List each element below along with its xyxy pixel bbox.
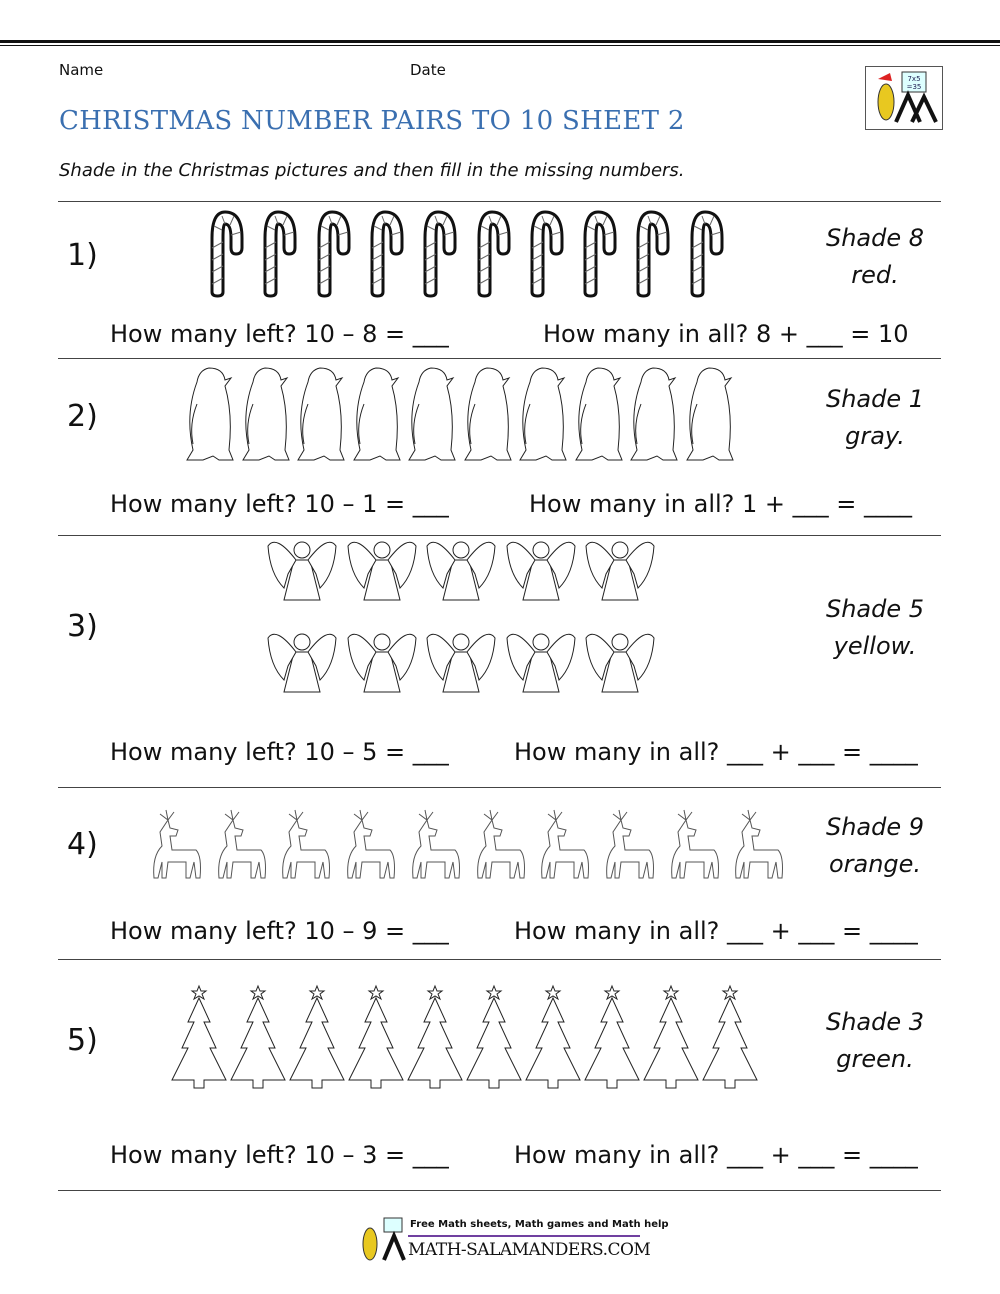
penguin-icon xyxy=(516,364,568,470)
reindeer-icon xyxy=(664,806,722,886)
christmas-tree-icon xyxy=(642,982,700,1098)
shade-color: red. xyxy=(851,261,899,289)
penguin-icon xyxy=(350,364,402,470)
candy-cane-icon xyxy=(518,208,568,302)
left-question: How many left? 10 – 1 = ___ xyxy=(110,490,449,518)
candy-cane-icon xyxy=(624,208,674,302)
christmas-tree-icon xyxy=(170,982,228,1098)
right-question: How many in all? ___ + ___ = ____ xyxy=(514,738,918,766)
candy-cane-icon xyxy=(411,208,461,302)
date-label: Date xyxy=(410,61,446,79)
christmas-tree-icon xyxy=(406,982,464,1098)
shade-instruction xyxy=(815,1004,935,1078)
angel-icon xyxy=(505,534,577,610)
shade-color: green. xyxy=(836,1045,914,1073)
right-question: How many in all? ___ + ___ = ____ xyxy=(514,1141,918,1169)
penguin-icon xyxy=(405,364,457,470)
angel-icon xyxy=(266,534,338,610)
right-question: How many in all? 8 + ___ = 10 xyxy=(543,320,909,348)
left-question: How many left? 10 – 9 = ___ xyxy=(110,917,449,945)
christmas-tree-icon xyxy=(347,982,405,1098)
christmas-tree-icon xyxy=(701,982,759,1098)
reindeer-icon xyxy=(470,806,528,886)
footer-tagline: Free Math sheets, Math games and Math help xyxy=(410,1219,669,1230)
penguin-icon xyxy=(294,364,346,470)
footer-logo xyxy=(356,1216,669,1264)
right-question: How many in all? 1 + ___ = ____ xyxy=(529,490,913,518)
penguin-icon xyxy=(239,364,291,470)
penguin-icon xyxy=(183,364,235,470)
page-title: CHRISTMAS NUMBER PAIRS TO 10 SHEET 2 xyxy=(59,106,685,136)
penguin-icon xyxy=(627,364,679,470)
shade-color: gray. xyxy=(845,422,905,450)
question-number: 3) xyxy=(67,609,98,644)
footer-site: MATH-SALAMANDERS.COM xyxy=(408,1240,651,1260)
top-rule xyxy=(0,40,1000,43)
christmas-tree-icon xyxy=(229,982,287,1098)
left-question: How many left? 10 – 5 = ___ xyxy=(110,738,449,766)
candy-cane-icon xyxy=(358,208,408,302)
shade-instruction xyxy=(815,220,935,294)
shade-line: Shade 1 xyxy=(825,385,925,413)
angel-icon xyxy=(584,626,656,702)
shade-instruction xyxy=(815,809,935,883)
reindeer-icon xyxy=(728,806,786,886)
candy-cane-icon xyxy=(678,208,728,302)
christmas-tree-icon xyxy=(524,982,582,1098)
right-question: How many in all? ___ + ___ = ____ xyxy=(514,917,918,945)
candy-cane-icon xyxy=(305,208,355,302)
top-rule-thin xyxy=(0,45,1000,46)
question-number: 4) xyxy=(67,827,98,862)
instructions: Shade in the Christmas pictures and then fill in the missing numbers. xyxy=(59,160,685,181)
angel-icon xyxy=(425,534,497,610)
angel-icon xyxy=(505,626,577,702)
name-label: Name xyxy=(59,61,104,79)
shade-color: yellow. xyxy=(833,632,917,660)
salamander-logo xyxy=(865,66,943,130)
reindeer-icon xyxy=(534,806,592,886)
reindeer-icon xyxy=(146,806,204,886)
left-question: How many left? 10 – 3 = ___ xyxy=(110,1141,449,1169)
reindeer-icon xyxy=(405,806,463,886)
shade-instruction xyxy=(815,381,935,455)
question-number: 1) xyxy=(67,238,98,273)
shade-line: Shade 9 xyxy=(825,813,925,841)
christmas-tree-icon xyxy=(288,982,346,1098)
question-number: 5) xyxy=(67,1023,98,1058)
shade-line: Shade 3 xyxy=(825,1008,925,1036)
angel-icon xyxy=(346,626,418,702)
shade-instruction xyxy=(815,591,935,665)
divider xyxy=(58,358,941,359)
question-number: 2) xyxy=(67,399,98,434)
angel-icon xyxy=(346,534,418,610)
divider xyxy=(58,535,941,536)
reindeer-icon xyxy=(599,806,657,886)
svg-text:7x5: 7x5 xyxy=(907,75,921,83)
candy-cane-icon xyxy=(198,208,248,302)
angel-icon xyxy=(425,626,497,702)
left-question: How many left? 10 – 8 = ___ xyxy=(110,320,449,348)
candy-cane-icon xyxy=(571,208,621,302)
penguin-icon xyxy=(572,364,624,470)
candy-cane-icon xyxy=(465,208,515,302)
divider xyxy=(58,201,941,202)
christmas-tree-icon xyxy=(583,982,641,1098)
shade-line: Shade 8 xyxy=(825,224,925,252)
svg-text:=35: =35 xyxy=(906,83,922,91)
christmas-tree-icon xyxy=(465,982,523,1098)
reindeer-icon xyxy=(340,806,398,886)
divider xyxy=(58,1190,941,1191)
reindeer-icon xyxy=(275,806,333,886)
reindeer-icon xyxy=(211,806,269,886)
divider xyxy=(58,959,941,960)
shade-line: Shade 5 xyxy=(825,595,925,623)
angel-icon xyxy=(266,626,338,702)
angel-icon xyxy=(584,534,656,610)
divider xyxy=(58,787,941,788)
penguin-icon xyxy=(683,364,735,470)
penguin-icon xyxy=(461,364,513,470)
candy-cane-icon xyxy=(251,208,301,302)
shade-color: orange. xyxy=(828,850,922,878)
